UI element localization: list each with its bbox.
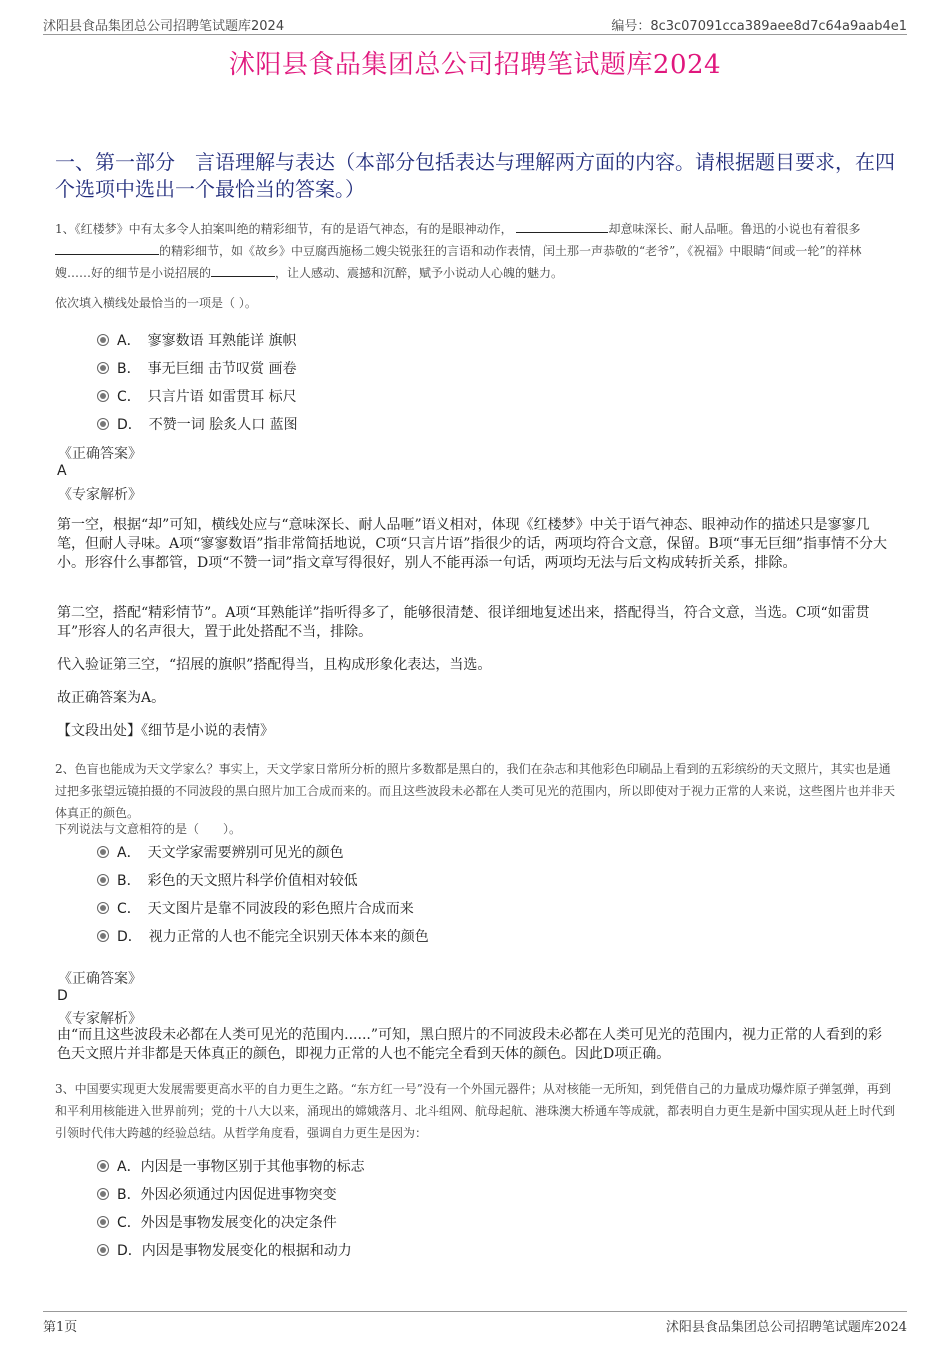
q2-analysis-label: 《专家解析》 xyxy=(58,1011,142,1027)
q1-source: 【文段出处】《细节是小说的表情》 xyxy=(57,723,274,739)
radio-icon[interactable] xyxy=(97,1160,109,1172)
option-letter: A． xyxy=(117,333,134,349)
option-letter: C． xyxy=(117,389,134,405)
radio-icon[interactable] xyxy=(97,930,109,942)
page-title: 沭阳县食品集团总公司招聘笔试题库2024 xyxy=(228,50,722,80)
q2-answer-label: 《正确答案》 xyxy=(58,971,142,987)
q1-answer: A xyxy=(57,463,67,479)
option-text: 外因是事物发展变化的决定条件 xyxy=(140,1215,337,1231)
blank-2 xyxy=(55,242,159,255)
option-text: 视力正常的人也不能完全识别天体本来的颜色 xyxy=(148,929,429,945)
q3-option-b[interactable] xyxy=(97,1184,337,1204)
option-text: 寥寥数语 耳熟能详 旗帜 xyxy=(147,333,297,349)
page-header xyxy=(43,12,907,35)
radio-icon[interactable] xyxy=(97,418,109,430)
option-letter: B． xyxy=(117,1187,141,1203)
q3-option-a[interactable] xyxy=(97,1156,365,1176)
option-text: 彩色的天文照片科学价值相对较低 xyxy=(147,873,358,889)
radio-icon[interactable] xyxy=(97,390,109,402)
question-3-text: 3、中国要实现更大发展需要更高水平的自力更生之路。“东方红一号”没有一个外国元器件；从对核能一无所知，到凭借自己的力量成功爆炸原子弹氢弹，再到和平利用核能进入世界前列；党的十八大以来，涌现出的嫦娥落月、北斗组网、航母起航、港珠澳大桥通车等成就，都表明自力更生是新中国实现从赶上时代到引领时代伟大跨越的经验总结。从哲学角度看，强调自力更生是因为： xyxy=(55,1082,896,1140)
option-letter: C． xyxy=(117,1215,141,1231)
q1-option-a[interactable] xyxy=(97,330,296,350)
radio-icon[interactable] xyxy=(97,1188,109,1200)
option-letter: B． xyxy=(117,873,134,889)
question-2-text: 2、色盲也能成为天文学家么？事实上，天文学家日常所分析的照片多数都是黑白的，我们在杂志和其他彩色印刷品上看到的五彩缤纷的天文照片，其实也是通过把多张望远镜拍摄的不同波段的黑白照片加工合成而来的。而且这些波段未必都在人类可见光的范围内，所以即使对于视力正常的人来说，这些图片也并非天体真正的颜色。 xyxy=(55,762,896,820)
q2-option-d[interactable] xyxy=(97,926,429,946)
q1-analysis-label: 《专家解析》 xyxy=(58,487,142,503)
radio-icon[interactable] xyxy=(97,1216,109,1228)
q3-option-d[interactable] xyxy=(97,1240,352,1260)
radio-icon[interactable] xyxy=(97,846,109,858)
page-number: 第1页 xyxy=(43,1320,78,1335)
q1-answer-label: 《正确答案》 xyxy=(58,446,142,462)
blank-1 xyxy=(516,220,608,233)
radio-icon[interactable] xyxy=(97,1244,109,1256)
radio-icon[interactable] xyxy=(97,362,109,374)
q2-analysis-paragraph: 由“而且这些波段未必都在人类可见光的范围内......”可知，黑白照片的不同波段未必都在人类可见光的范围内，视力正常的人看到的彩色天文照片并非都是天体真正的颜色，即视力正常的人也不能完全看到天体的颜色。因此D项正确。 xyxy=(57,1027,883,1062)
footer-title: 沭阳县食品集团总公司招聘笔试题库2024 xyxy=(665,1320,907,1335)
page-footer xyxy=(43,1311,907,1334)
question-1-text xyxy=(55,218,895,284)
option-letter: D． xyxy=(117,417,135,433)
q2-answer: D xyxy=(57,988,68,1004)
section-title: 一、第一部分 言语理解与表达（本部分包括表达与理解两方面的内容。请根据题目要求，在四个选项中选出一个最恰当的答案。） xyxy=(55,150,895,201)
option-text: 事无巨细 击节叹赏 画卷 xyxy=(147,361,297,377)
question-1-prompt: 依次填入横线处最恰当的一项是（ ）。 xyxy=(55,296,257,310)
radio-icon[interactable] xyxy=(97,902,109,914)
option-letter: A． xyxy=(117,845,134,861)
option-letter: C． xyxy=(117,901,134,917)
option-text: 内因是事物发展变化的根据和动力 xyxy=(141,1243,352,1259)
radio-icon[interactable] xyxy=(97,874,109,886)
q1-text-part-b: 却意味深长、耐人品咂。鲁迅的小说也有着很多 xyxy=(608,222,861,236)
q2-option-b[interactable] xyxy=(97,870,358,890)
option-letter: D． xyxy=(117,1243,142,1259)
q1-text-part-a: 1、《红楼梦》中有太多令人拍案叫绝的精彩细节，有的是语气神态，有的是眼神动作， xyxy=(55,222,513,236)
option-text: 内因是一事物区别于其他事物的标志 xyxy=(140,1159,365,1175)
q2-option-a[interactable] xyxy=(97,842,344,862)
option-text: 外因必须通过内因促进事物突变 xyxy=(140,1187,337,1203)
q2-option-c[interactable] xyxy=(97,898,414,918)
q1-analysis-paragraph: 代入验证第三空，“招展的旗帜”搭配得当，且构成形象化表达，当选。 xyxy=(57,657,492,673)
q1-analysis-paragraph: 第一空，根据“却”可知，横线处应与“意味深长、耐人品咂”语义相对，体现《红楼梦》中关于语气神态、眼神动作的描述只是寥寥几笔，但耐人寻味。A项“寥寥数语”指非常简括地说，C项“只言片语”指很少的话，两项均符合文意，保留。B项“事无巨细”指事情不分大小。形容什么事都管，D项“不赞一词”指文章写得很好，别人不能再添一句话，两项均无法与后文构成转折关系，排除。 xyxy=(57,517,888,571)
blank-3 xyxy=(211,264,275,277)
radio-icon[interactable] xyxy=(97,334,109,346)
option-text: 只言片语 如雷贯耳 标尺 xyxy=(147,389,297,405)
option-letter: B． xyxy=(117,361,134,377)
document-id: 编号：8c3c07091cca389aee8d7c64a9aab4e1 xyxy=(611,19,907,34)
q3-option-c[interactable] xyxy=(97,1212,337,1232)
q1-option-d[interactable] xyxy=(97,414,298,434)
q1-analysis-paragraph: 故正确答案为A。 xyxy=(57,690,166,706)
option-letter: A． xyxy=(117,1159,141,1175)
q1-option-c[interactable] xyxy=(97,386,297,406)
option-letter: D． xyxy=(117,929,135,945)
option-text: 天文学家需要辨别可见光的颜色 xyxy=(147,845,344,861)
q1-text-part-d: ，让人感动、震撼和沉醉，赋予小说动人心魄的魅力。 xyxy=(275,266,564,280)
option-text: 天文图片是靠不同波段的彩色照片合成而来 xyxy=(147,901,414,917)
q1-analysis-paragraph: 第二空，搭配“精彩情节”。A项“耳熟能详”指听得多了，能够很清楚、很详细地复述出来，搭配得当，符合文意，当选。C项“如雷贯耳”形容人的名声很大，置于此处搭配不当，排除。 xyxy=(57,605,870,640)
option-text: 不赞一词 脍炙人口 蓝图 xyxy=(148,417,298,433)
q1-text-part-c: 的精彩细节，如《故乡》中豆腐西施杨二嫂尖锐张狂的言语和动作表情，闰土那一声恭敬的“老爷”，《祝福》中眼睛“间或一轮”的祥林嫂……好的细节是小说招展的 xyxy=(55,244,862,280)
q1-option-b[interactable] xyxy=(97,358,297,378)
question-2-prompt: 下列说法与文意相符的是（ ）。 xyxy=(55,822,242,836)
header-title: 沭阳县食品集团总公司招聘笔试题库2024 xyxy=(43,19,285,34)
